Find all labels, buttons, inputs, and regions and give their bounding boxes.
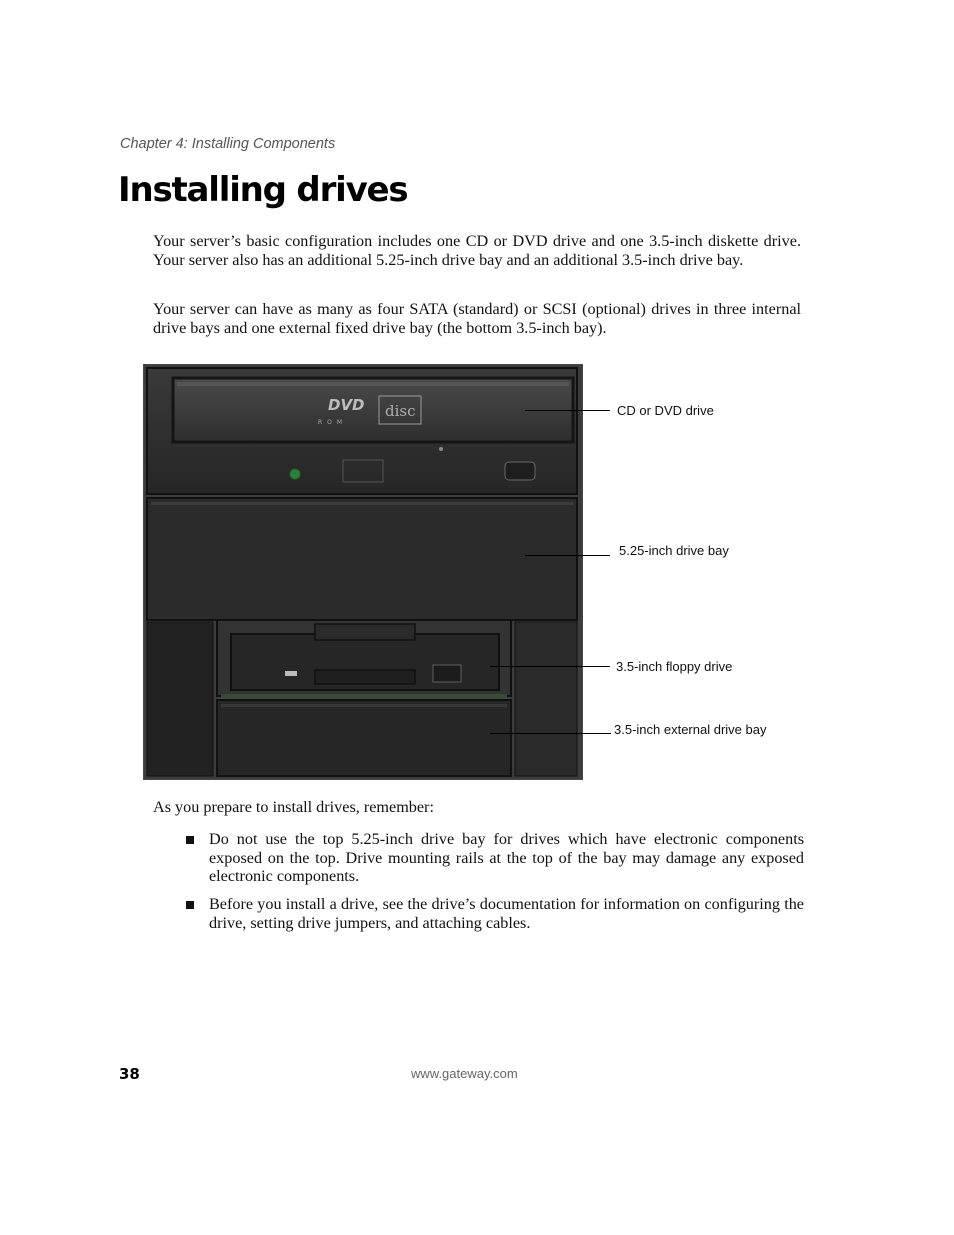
page-title: Installing drives bbox=[118, 170, 408, 210]
eject-pinhole bbox=[439, 447, 443, 451]
bullet-text: Do not use the top 5.25-inch drive bay for drives which have electronic components exposed on the top. Drive mounting rails at the top of the bay may damage any exposed electronic components. bbox=[209, 830, 804, 886]
drive-bays-photo bbox=[143, 364, 583, 780]
callout-525-drive-bay: 5.25-inch drive bay bbox=[619, 543, 729, 558]
activity-led bbox=[290, 469, 301, 480]
callout-line-35-bay bbox=[490, 733, 611, 734]
bullet-square-icon bbox=[186, 836, 194, 844]
list-item bbox=[184, 830, 804, 886]
floppy-drive bbox=[217, 620, 511, 702]
callout-cd-dvd-drive: CD or DVD drive bbox=[617, 403, 714, 418]
bullet-list bbox=[184, 830, 804, 942]
dvd-rom-text: ROM bbox=[318, 419, 348, 426]
callout-35-external-bay: 3.5-inch external drive bay bbox=[614, 722, 767, 737]
cd-dvd-drive bbox=[147, 368, 577, 494]
callout-line-floppy bbox=[490, 666, 610, 667]
callout-line-cd-dvd bbox=[525, 410, 610, 411]
disc-logo-text: disc bbox=[385, 402, 416, 420]
bullet-square-icon bbox=[186, 901, 194, 909]
page-number: 38 bbox=[119, 1065, 140, 1083]
callout-floppy-drive: 3.5-inch floppy drive bbox=[616, 659, 733, 674]
drive-bays-illustration bbox=[143, 364, 583, 780]
footer-url: www.gateway.com bbox=[411, 1066, 518, 1081]
bay-525 bbox=[147, 498, 577, 620]
chapter-header: Chapter 4: Installing Components bbox=[120, 136, 336, 152]
paragraph-remember: As you prepare to install drives, remember: bbox=[153, 798, 434, 816]
paragraph-drive-capacity: Your server can have as many as four SATA (standard) or SCSI (optional) drives in three internal drive bays and one external fixed drive bay (the bottom 3.5-inch bay). bbox=[153, 300, 801, 337]
bullet-text: Before you install a drive, see the drive’s documentation for information on configuring the drive, setting drive jumpers, and attaching cables. bbox=[209, 895, 804, 932]
paragraph-intro-config: Your server’s basic configuration includes one CD or DVD drive and one 3.5-inch diskette drive. Your server also has an additional 5.25-inch drive bay and an additional 3.5-inch drive bay. bbox=[153, 232, 801, 269]
callout-line-525-bay bbox=[525, 555, 610, 556]
floppy-eject-button bbox=[433, 665, 461, 682]
eject-button bbox=[505, 462, 535, 480]
bay-35 bbox=[217, 700, 511, 776]
list-item bbox=[184, 895, 804, 932]
floppy-led bbox=[285, 671, 297, 676]
dvd-logo-text: DVD bbox=[328, 396, 365, 414]
